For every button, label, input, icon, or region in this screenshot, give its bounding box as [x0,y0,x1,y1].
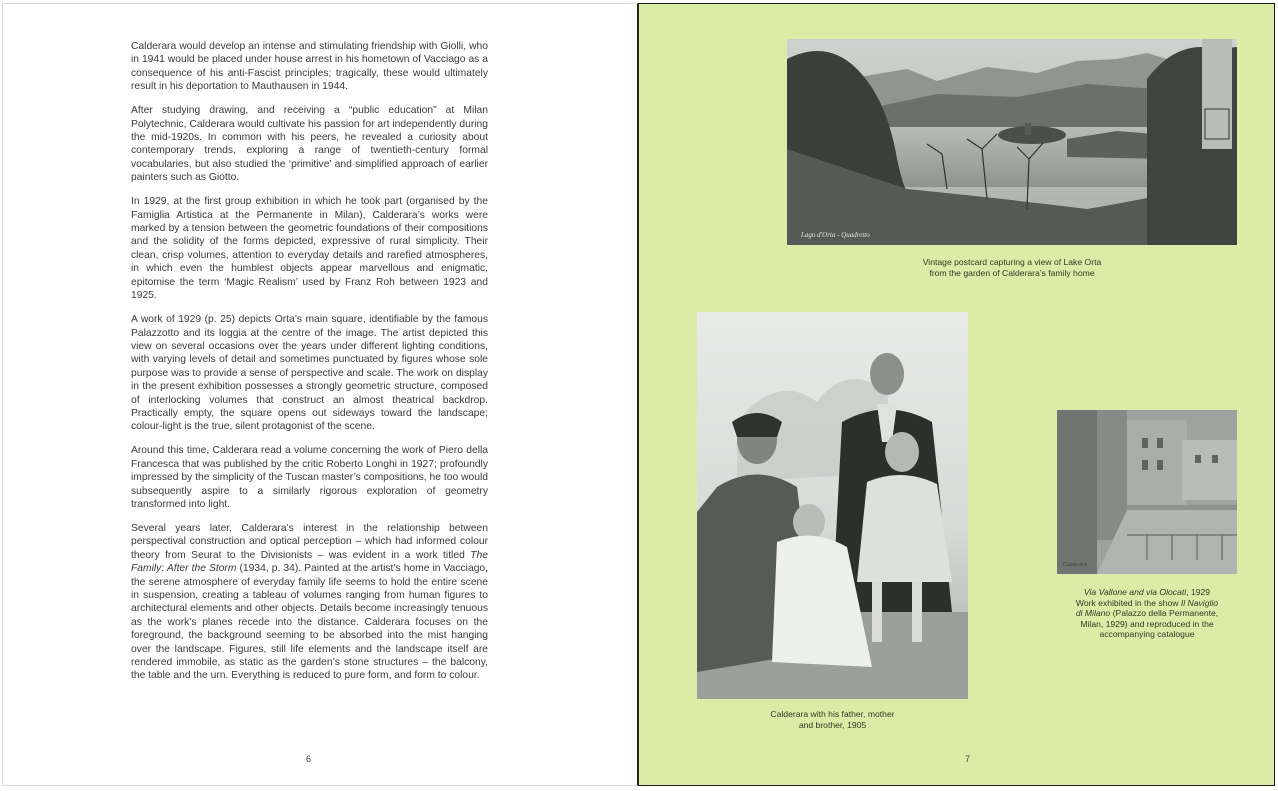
family-photo [697,312,968,699]
postcard-caption [787,257,1237,278]
text-run: Several years later, Calderara’s interest in the relationship between perspectival construction and optical perception – which had informed colour theory from Seurat to the Divisionists – was evident in a work titled [131,522,488,561]
painting-signature: Calderara [1063,562,1088,568]
paragraph: In 1929, at the first group exhibition in which he took part (organised by the Famiglia Artistica at the Permanente in Milan), Calderara’s works were marked by a tension between the geometric foundations of their compositions and the solidity of the forms depicted, expressive of rural simplicity. Their clean, crisp volumes, attention to everyday details and rarefied atmospheres, in which even the humblest objects appear marvellous and enigmatic, epitomise the term ‘Magic Realism’ used by Franz Roh between 1923 and 1925. [131,196,488,302]
caption-line: from the garden of Calderara’s family home [929,267,1095,278]
caption-line: Calderara with his father, mother [770,709,895,719]
text-run: (Palazzo della Permanente, [1110,608,1219,619]
paragraph: Around this time, Calderara read a volume concerning the work of Piero della Francesca that was published by the critic Roberto Longhi in 1927; profoundly impressed by the simplicity of the Tuscan master’s compositions, he too would subsequently aspire to a similarly rigorous exploration of geometry transformed into light. [131,445,488,510]
caption-line: Milan, 1929) and reproduced in the [1080,618,1214,629]
painting-caption [1049,587,1245,640]
body-text [131,40,488,693]
text-run: Work exhibited in the show [1075,597,1181,608]
page-number-left: 6 [306,754,312,764]
paragraph: A work of 1929 (p. 25) depicts Orta’s main square, identifiable by the famous Palazzotto and its loggia at the centre of the image. The artist depicted this view on several occasions over the years under different lighting conditions, with varying levels of detail and sometimes punctuated by figures whose sole purpose was to provide a sense of perspective and scale. The work on display in the present exhibition possesses a strongly geometric structure, composed of interlocking volumes that construct an almost theatrical backdrop. Practically empty, the square opens out sideways toward the landscape; colour-light is the true, silent protagonist of the scene. [131,314,488,433]
painting-image [1057,410,1237,574]
postcard-inscription: Lago d'Orta - Quadretto [801,231,870,239]
page-number-right: 7 [965,754,971,764]
family-photo-caption [697,709,968,730]
show-title: di Milano [1075,608,1111,619]
painting-title: Via Vallone and via Olocati [1083,587,1187,597]
text-run: (1934, p. 34). Painted at the artist’s home in Vacciago, the serene atmosphere of everyday family life seems to hold the entire scene in suspension, creating a tableau of volumes ranging from human figures to architectural elements and other objects. Details become increasingly tenuous as the work’s planes recede into the distance. Calderara focuses on the foreground, the background seeming to be absorbed into the mist hanging over the landscape. Figures, still life elements and the landscape itself are rendered immobile, as static as the garden’s stone structures – the balcony, the table and the urn. Everything is reduced to pure form, and form to colour. [131,563,489,682]
paragraph-last [131,522,488,683]
caption-line [1049,598,1245,609]
caption-line [1049,587,1245,598]
artwork-title: The Family: After the Storm [131,549,488,575]
caption-line [1049,608,1245,619]
caption-line: Vintage postcard capturing a view of Lake Orta [922,257,1102,267]
right-page [638,3,1275,786]
left-page [2,3,638,786]
caption-line: accompanying catalogue [1099,629,1195,640]
paragraph: Calderara would develop an intense and stimulating friendship with Giolli, who in 1941 would be placed under house arrest in his hometown of Vacciago as a consequence of his anti-Fascist principles; tragically, these would ultimately result in his deportation to Mauthausen in 1944. [131,41,488,93]
show-title: Il Naviglio [1180,597,1219,608]
caption-line: and brother, 1905 [798,719,867,730]
paragraph: After studying drawing, and receiving a “public education” at Milan Polytechnic, Calderara would cultivate his passion for art independently during the mid-1920s. In common with his peers, he revealed a curiosity about contemporary trends, exploring a range of twentieth-century formal vocabularies, but also studied the ‘primitive’ and simplified approach of earlier painters such as Giotto. [131,105,488,184]
postcard-photo [787,39,1237,245]
painting-year: , 1929 [1186,587,1211,597]
